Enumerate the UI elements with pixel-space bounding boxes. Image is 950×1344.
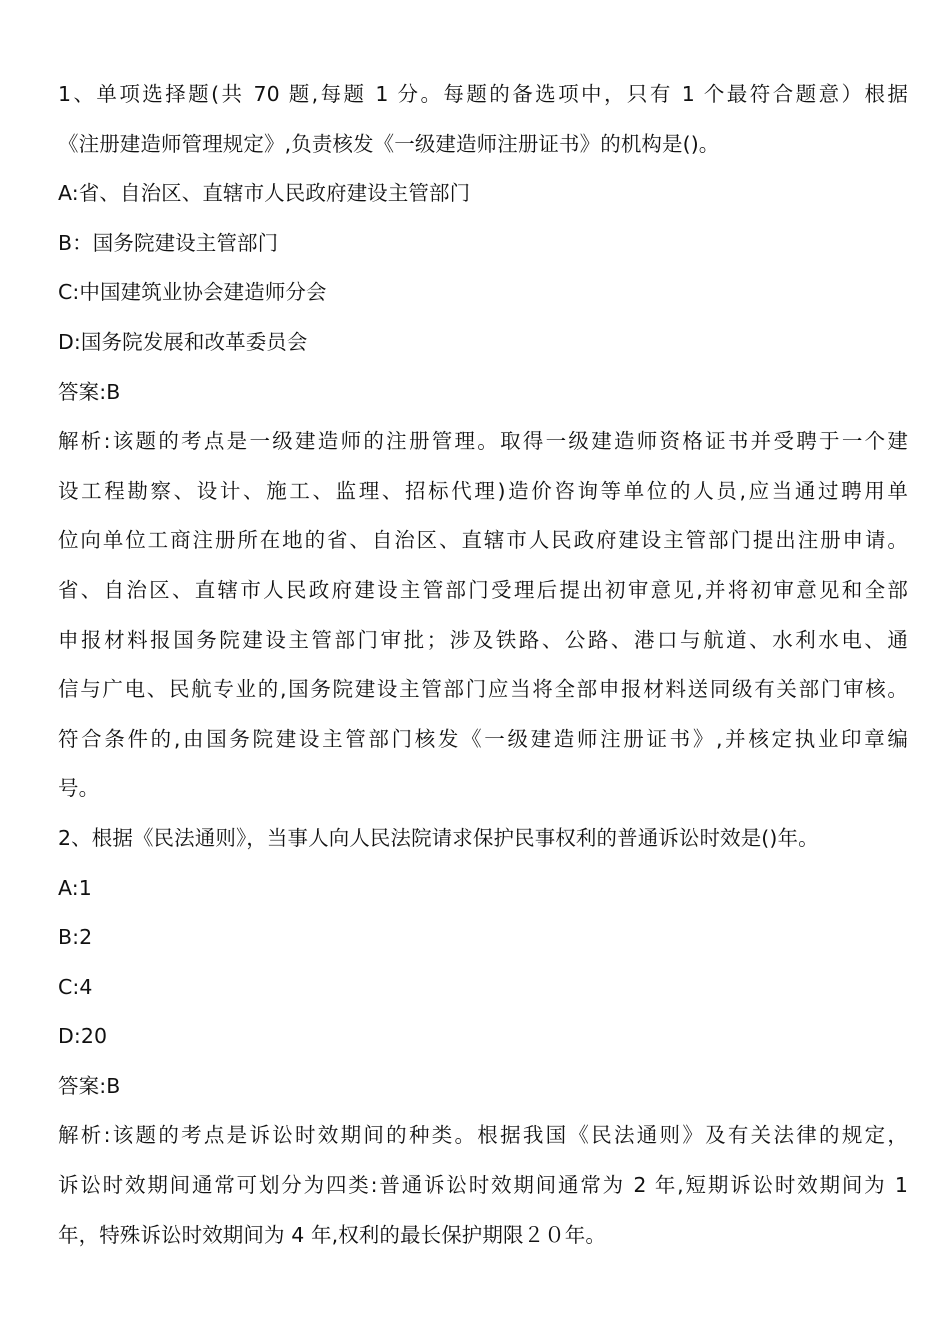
stem-line: 《注册建造师管理规定》,负责核发《一级建造师注册证书》的机构是()。 bbox=[58, 131, 720, 156]
option-b: B：国务院建设主管部门 bbox=[58, 230, 279, 255]
option-a: A:省、自治区、直辖市人民政府建设主管部门 bbox=[58, 181, 471, 206]
analysis-line: 申报材料报国务院建设主管部门审批；涉及铁路、公路、港口与航道、水利水电、通 bbox=[58, 627, 908, 652]
answer-line: 答案:B bbox=[58, 1073, 121, 1098]
analysis-line: 省、自治区、直辖市人民政府建设主管部门受理后提出初审意见,并将初审意见和全部 bbox=[58, 577, 908, 602]
analysis bbox=[58, 417, 908, 814]
answer-line: 答案:B bbox=[58, 379, 121, 404]
analysis-line: 解析:该题的考点是一级建造师的注册管理。取得一级建造师资格证书并受聘于一个建 bbox=[58, 429, 908, 454]
option-c: C:4 bbox=[58, 974, 93, 999]
analysis-line: 号。 bbox=[58, 776, 100, 801]
analysis-line: 年，特殊诉讼时效期间为 4 年,权利的最长保护期限２０年。 bbox=[58, 1222, 606, 1247]
analysis-line: 信与广电、民航专业的,国务院建设主管部门应当将全部申报材料送同级有关部门审核。 bbox=[58, 677, 908, 702]
stem-line: 1、单项选择题(共 70 题,每题 1 分。每题的备选项中，只有 1 个最符合题意）根据 bbox=[58, 82, 908, 106]
option-c: C:中国建筑业协会建造师分会 bbox=[58, 280, 327, 305]
analysis-line: 位向单位工商注册所在地的省、自治区、直辖市人民政府建设主管部门提出注册申请。 bbox=[58, 528, 908, 553]
option-list bbox=[58, 864, 908, 1062]
document-page bbox=[58, 70, 908, 1260]
analysis-line: 诉讼时效期间通常可划分为四类:普通诉讼时效期间通常为 2 年,短期诉讼时效期间为 1 bbox=[58, 1173, 908, 1198]
analysis-line: 解析:该题的考点是诉讼时效期间的种类。根据我国《民法通则》及有关法律的规定， bbox=[58, 1123, 908, 1148]
question-1 bbox=[58, 70, 908, 814]
question-2 bbox=[58, 814, 908, 1260]
analysis-line: 符合条件的,由国务院建设主管部门核发《一级建造师注册证书》,并核定执业印章编 bbox=[58, 726, 908, 751]
option-b: B:2 bbox=[58, 925, 93, 950]
option-d: D:国务院发展和改革委员会 bbox=[58, 329, 308, 354]
analysis-line: 设工程勘察、设计、施工、监理、招标代理)造价咨询等单位的人员,应当通过聘用单 bbox=[58, 478, 908, 503]
question-stem bbox=[58, 814, 908, 864]
analysis bbox=[58, 1111, 908, 1260]
question-stem bbox=[58, 70, 908, 169]
option-a: A:1 bbox=[58, 875, 92, 900]
option-list bbox=[58, 169, 908, 367]
stem-line: 2、根据《民法通则》，当事人向人民法院请求保护民事权利的普通诉讼时效是()年。 bbox=[58, 825, 819, 850]
option-d: D:20 bbox=[58, 1024, 108, 1049]
